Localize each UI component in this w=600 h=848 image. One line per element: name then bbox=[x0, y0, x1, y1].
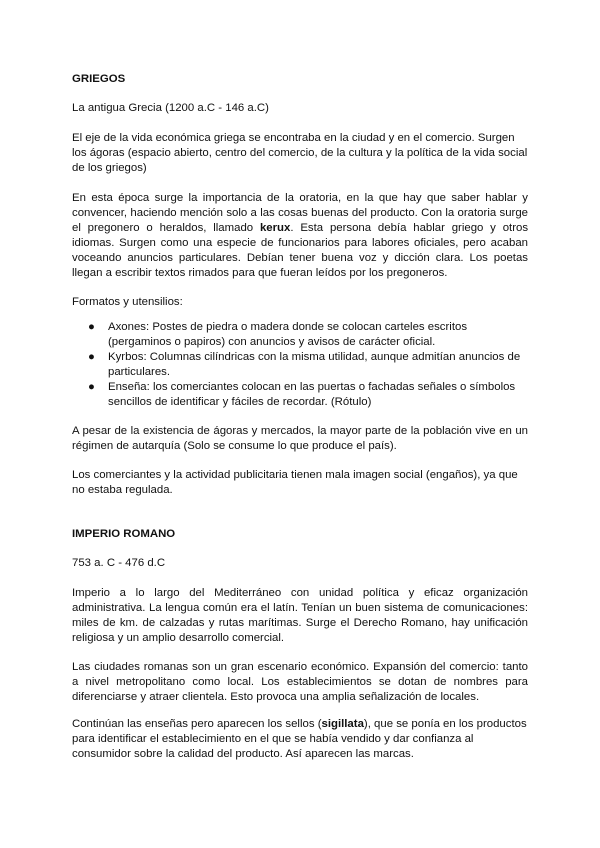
section-heading-griegos: GRIEGOS bbox=[72, 73, 126, 85]
list-item-text: Kyrbos: Columnas cilíndricas con la misma utilidad, aunque admitían anuncios de particulares. bbox=[108, 351, 521, 378]
list-item bbox=[72, 320, 528, 350]
list-item-text: Enseña: los comerciantes colocan en las puertas o fachadas señales o símbolos sencillos de identificar y fáciles de recordar. (Rótulo) bbox=[108, 381, 516, 408]
imperio-paragraph-3 bbox=[72, 717, 528, 762]
imperio-p3-text-a: Continúan las enseñas pero aparecen los sellos ( bbox=[72, 718, 322, 730]
imperio-period: 753 a. C - 476 d.C bbox=[72, 557, 166, 569]
list-item-text: Axones: Postes de piedra o madera donde se colocan carteles escritos (pergaminos o papiros) con anuncios y avisos de carácter oficial. bbox=[108, 321, 468, 348]
imperio-p3-text-b: ), que se ponía en los productos para identificar el establecimiento en el que se había vendido y dar confianza al consumidor sobre la calidad del producto. Así aparecen las marcas. bbox=[72, 718, 527, 760]
imperio-paragraph-2: Las ciudades romanas son un gran escenario económico. Expansión del comercio: tanto a nivel metropolitano como local. Los establecimientos se dotan de nombres para diferenciarse y atraer clientela. Esto provoca una amplia señalización de locales. bbox=[72, 661, 528, 703]
sigillata-term: sigillata bbox=[321, 718, 364, 730]
griegos-paragraph-2 bbox=[72, 191, 528, 281]
bullet-icon: ● bbox=[88, 381, 95, 393]
bullet-icon: ● bbox=[88, 321, 95, 333]
imperio-paragraph-1: Imperio a lo largo del Mediterráneo con unidad política y eficaz organización administrativa. La lengua común era el latín. Tenían un buen sistema de comunicaciones: miles de km. de calzadas y rutas marítimas. Surge el Derecho Romano, hay unificación religiosa y un amplio desarrollo comercial. bbox=[72, 587, 528, 644]
griegos-p2-text-a: En esta época surge la importancia de la oratoria, en la que hay que saber hablar y convencer, haciendo mención solo a las cosas buenas del producto. Con la oratoria surge el pregonero o heraldos, llamado bbox=[72, 192, 528, 234]
formats-label: Formatos y utensilios: bbox=[72, 296, 183, 308]
griegos-paragraph-4: Los comerciantes y la actividad publicitaria tienen mala imagen social (engaños), ya que no estaba regulada. bbox=[72, 469, 518, 496]
kerux-term: kerux bbox=[259, 222, 291, 234]
list-item bbox=[72, 350, 528, 380]
griegos-p2-text-b: . Esta persona debía hablar griego y otros idiomas. Surgen como una especie de funcionarios para labores oficiales, pero acaban voceando anuncios particulares. Debían tener buena voz y dicción clara. Los poetas llegan a escribir textos rimados para que fueran leídos por los pregoneros. bbox=[72, 222, 529, 279]
bullet-icon: ● bbox=[88, 351, 95, 363]
list-item bbox=[72, 380, 528, 410]
formats-list bbox=[72, 320, 528, 410]
griegos-period: La antigua Grecia (1200 a.C - 146 a.C) bbox=[72, 102, 269, 114]
griegos-paragraph-1: El eje de la vida económica griega se encontraba en la ciudad y en el comercio. Surgen los ágoras (espacio abierto, centro del comercio, de la cultura y la política de la vida social de los griegos) bbox=[72, 132, 528, 174]
griegos-paragraph-3: A pesar de la existencia de ágoras y mercados, la mayor parte de la población vive en un régimen de autarquía (Solo se consume lo que produce el país). bbox=[72, 425, 528, 452]
section-heading-imperio-romano: IMPERIO ROMANO bbox=[72, 528, 176, 540]
